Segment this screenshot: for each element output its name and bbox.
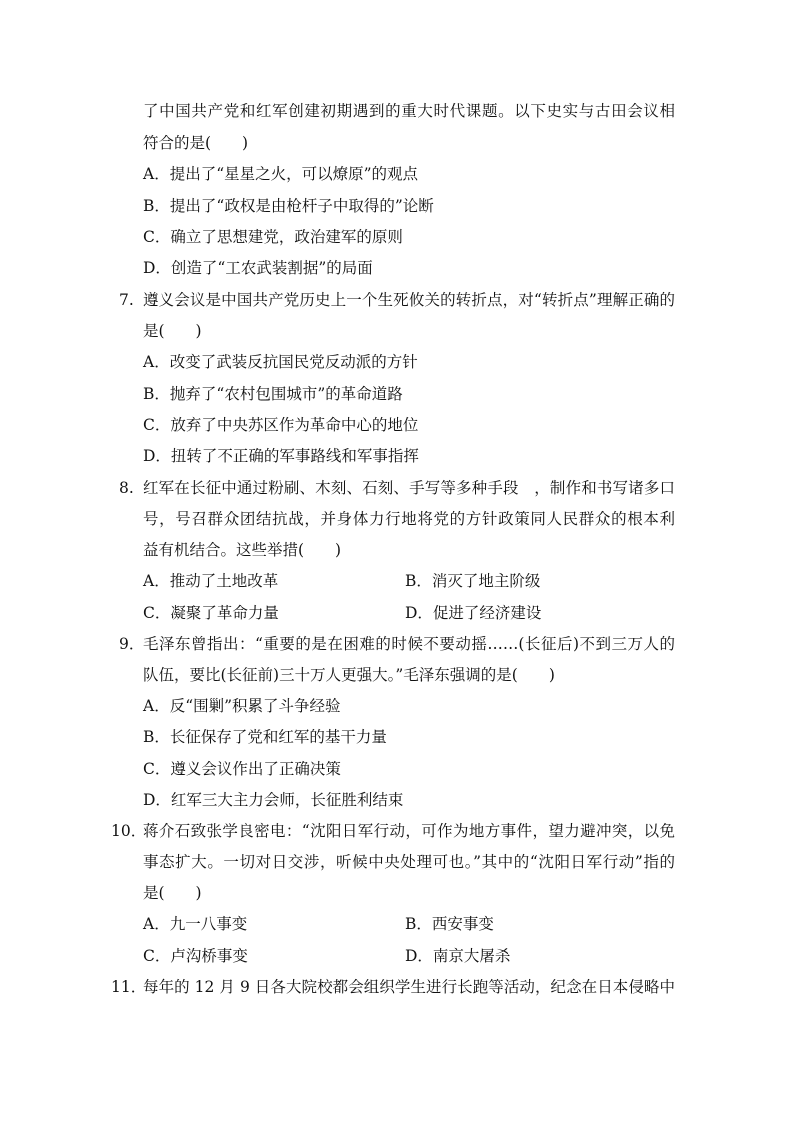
- q7-option-c: C．放弃了中央苏区作为革命中心的地位: [143, 416, 419, 434]
- q10-stem-line-2: 事态扩大。一切对日交涉，听候中央处理可也。”其中的“沈阳日军行动”指的: [143, 853, 675, 871]
- q7-stem-line-2: 是( ): [143, 322, 202, 340]
- q10-option-d: D．南京大屠杀: [405, 947, 511, 965]
- q8-stem-line-3: 益有机结合。这些举措( ): [143, 541, 342, 559]
- q9-option-b: B．长征保存了党和红军的基干力量: [143, 728, 387, 746]
- q9-number: 9．: [119, 635, 145, 653]
- q11-number: 11．: [111, 978, 147, 996]
- q8-stem-line-1: 红军在长征中通过粉刷、木刻、石刻、手写等多种手段 ，制作和书写诸多口: [143, 479, 675, 497]
- q11-stem-line-1: 每年的 12 月 9 日各大院校都会组织学生进行长跑等活动，纪念在日本侵略中: [143, 978, 675, 996]
- q10-number: 10．: [111, 822, 147, 840]
- q10-stem-line-1: 蒋介石致张学良密电：“沈阳日军行动，可作为地方事件，望力避冲突，以免: [143, 822, 675, 840]
- q10-option-c: C．卢沟桥事变: [143, 947, 248, 965]
- q10-option-b: B．西安事变: [405, 915, 494, 933]
- q7-option-a: A．改变了武装反抗国民党反动派的方针: [143, 353, 418, 371]
- q10-option-a: A．九一八事变: [143, 915, 248, 933]
- q8-option-b: B．消灭了地主阶级: [405, 572, 541, 590]
- q9-stem-line-2: 队伍，要比(长征前)三十万人更强大。”毛泽东强调的是( ): [143, 666, 555, 684]
- q8-option-a: A．推动了土地改革: [143, 572, 279, 590]
- q6-stem-line-1: 了中国共产党和红军创建初期遇到的重大时代课题。以下史实与古田会议相: [143, 102, 675, 120]
- q8-stem-line-2: 号，号召群众团结抗战，并身体力行地将党的方针政策同人民群众的根本利: [143, 510, 675, 528]
- q8-option-d: D．促进了经济建设: [405, 604, 542, 622]
- q8-option-c: C．凝聚了革命力量: [143, 604, 279, 622]
- q8-number: 8.: [119, 479, 134, 497]
- q7-number: 7.: [119, 291, 134, 309]
- q6-option-b: B．提出了“政权是由枪杆子中取得的”论断: [143, 197, 434, 215]
- q9-stem-line-1: 毛泽东曾指出：“重要的是在困难的时候不要动摇……(长征后)不到三万人的: [143, 635, 675, 653]
- q6-option-a: A．提出了“星星之火，可以燎原”的观点: [143, 165, 419, 183]
- q9-option-d: D．红军三大主力会师，长征胜利结束: [143, 791, 404, 809]
- q7-stem-line-1: 遵义会议是中国共产党历史上一个生死攸关的转折点，对“转折点”理解正确的: [143, 291, 675, 309]
- q7-option-d: D．扭转了不正确的军事路线和军事指挥: [143, 447, 419, 465]
- q10-stem-line-3: 是( ): [143, 884, 202, 902]
- q6-stem-line-2: 符合的是( ): [143, 134, 249, 152]
- q9-option-a: A．反“围剿”积累了斗争经验: [143, 697, 341, 715]
- q9-option-c: C．遵义会议作出了正确决策: [143, 760, 341, 778]
- q6-option-c: C．确立了思想建党，政治建军的原则: [143, 228, 403, 246]
- q6-option-d: D．创造了“工农武装割据”的局面: [143, 259, 373, 277]
- q7-option-b: B．抛弃了“农村包围城市”的革命道路: [143, 385, 403, 403]
